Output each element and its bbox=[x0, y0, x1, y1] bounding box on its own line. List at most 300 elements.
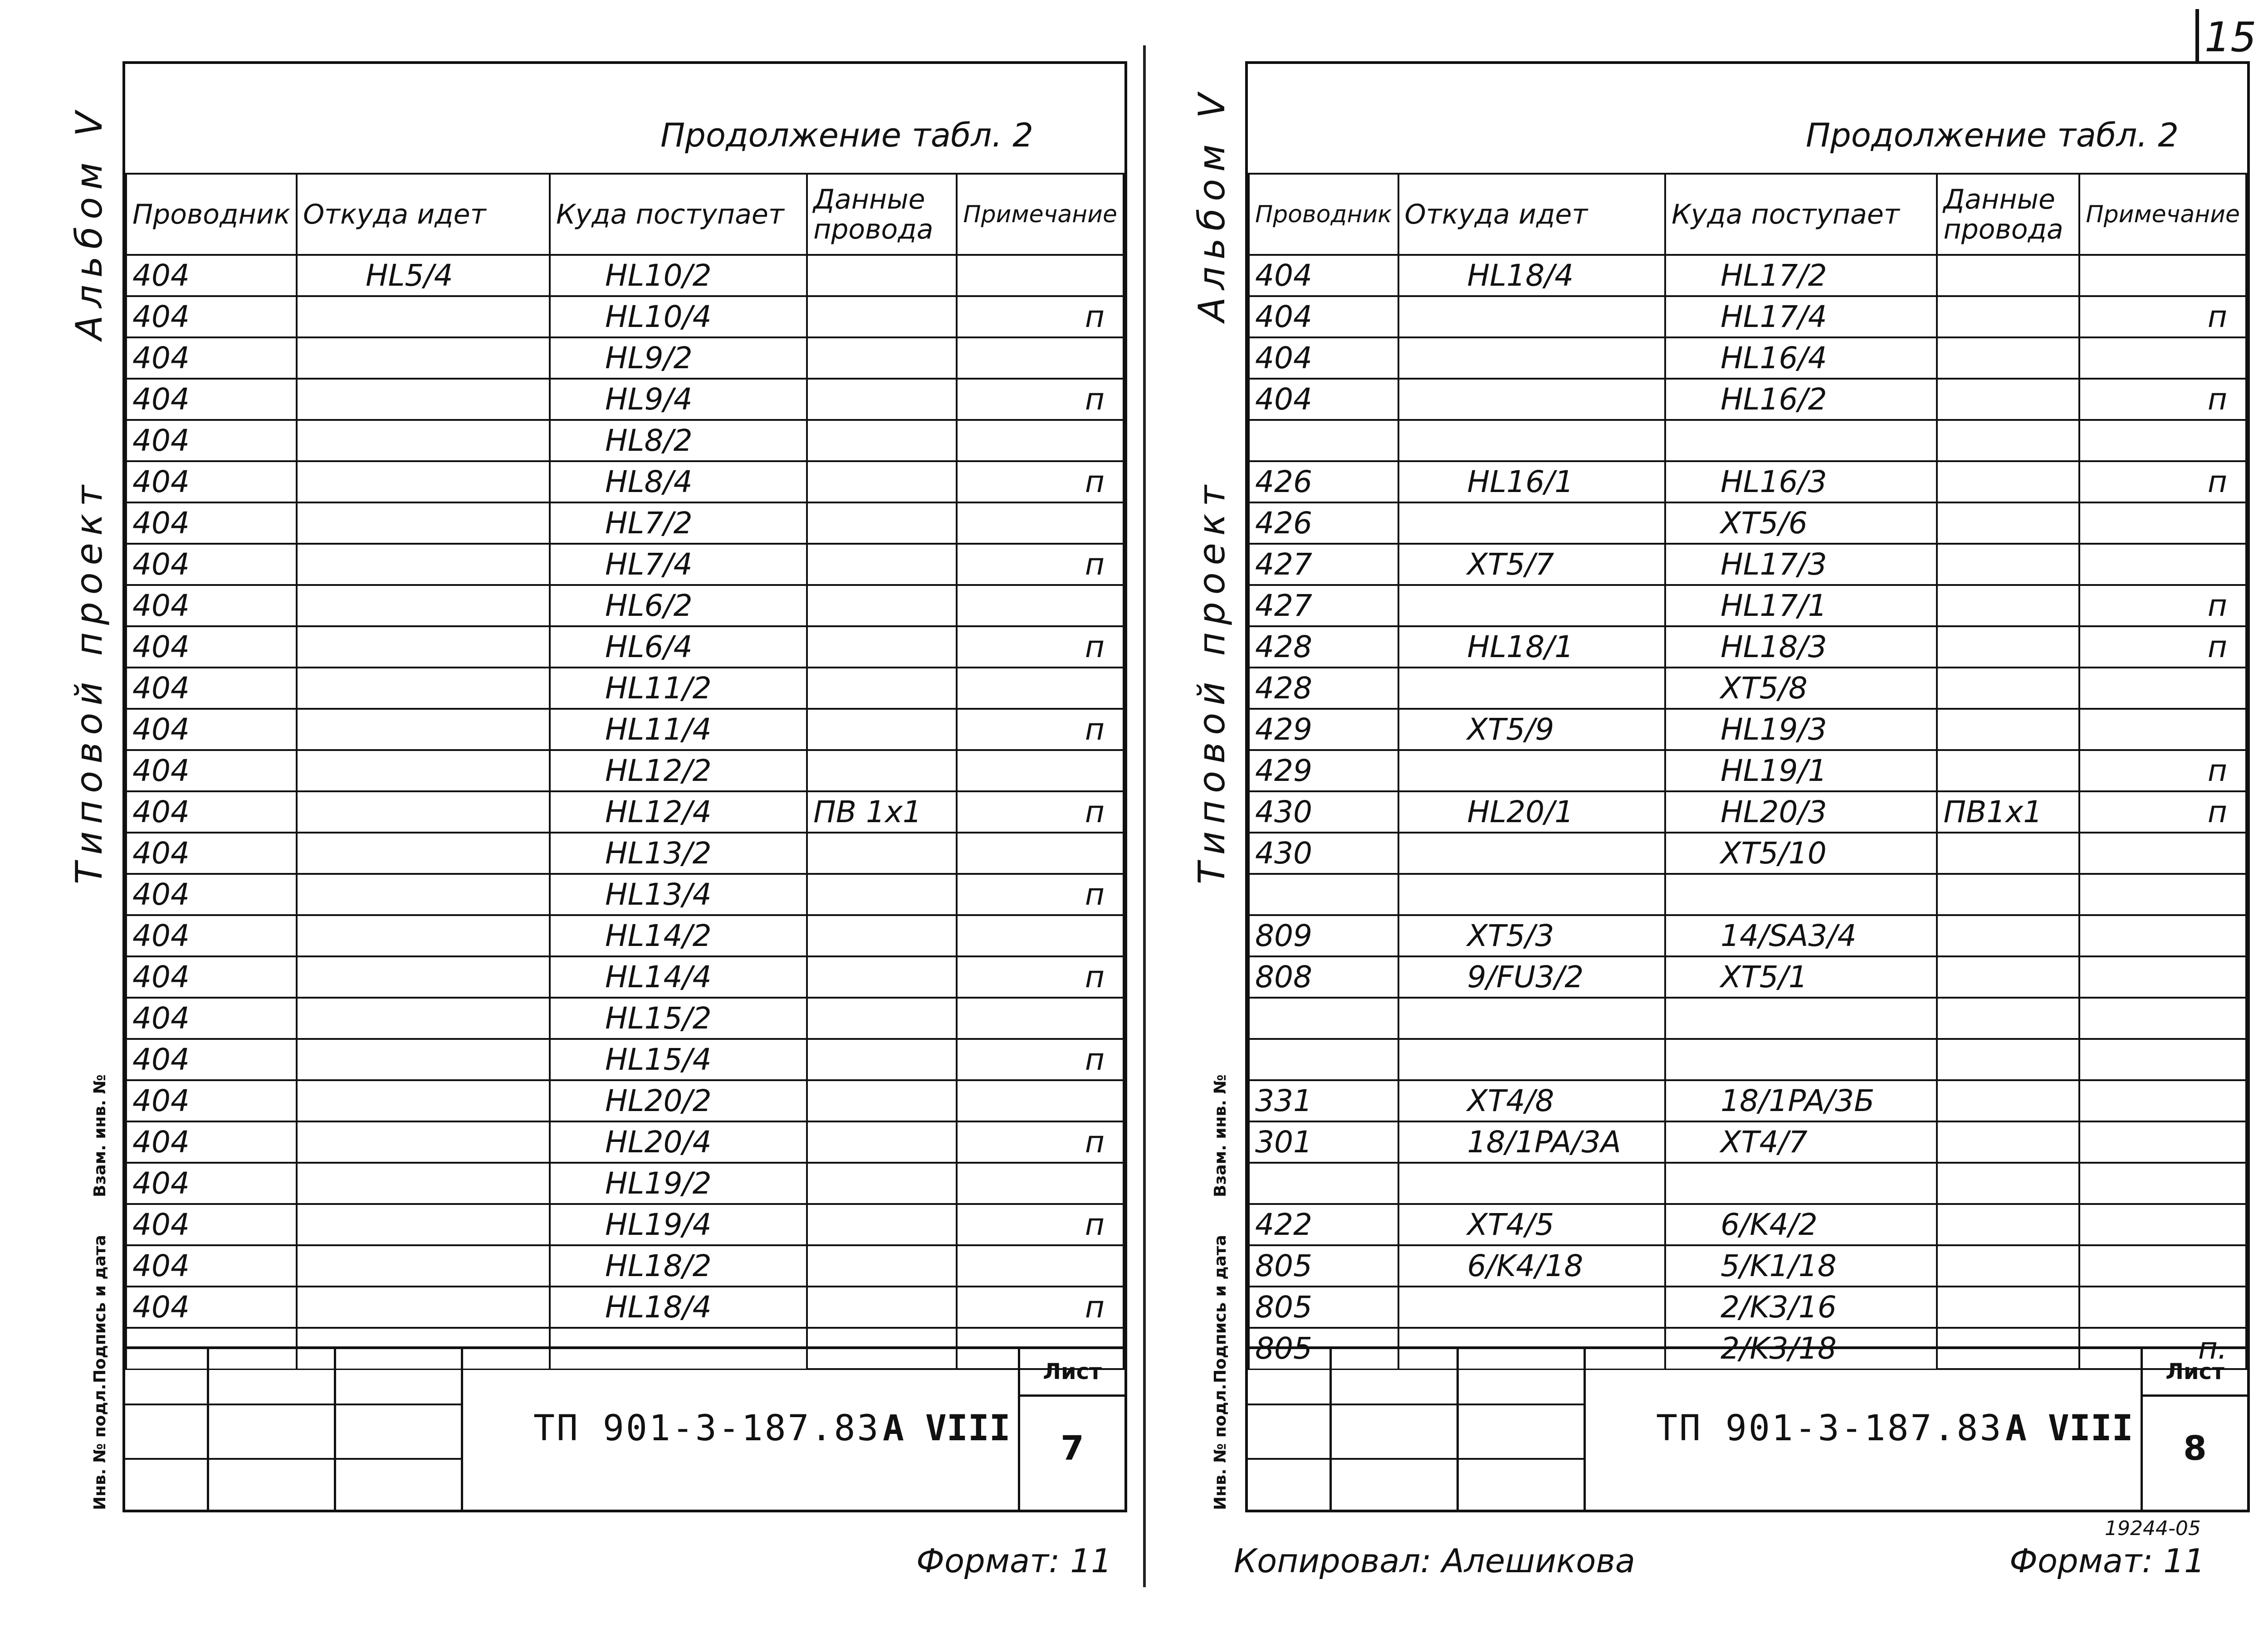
to-cell: XT5/6 bbox=[1665, 502, 1937, 544]
from-cell bbox=[1398, 833, 1666, 874]
table-row bbox=[126, 379, 1124, 420]
note-cell: п bbox=[2079, 379, 2246, 420]
wire-data-cell bbox=[807, 709, 957, 750]
to-cell: HL20/3 bbox=[1665, 791, 1937, 833]
wire-data-cell bbox=[1937, 1080, 2079, 1121]
to-cell: XT5/10 bbox=[1665, 833, 1937, 874]
conductor-cell: 404 bbox=[126, 1287, 297, 1328]
wire-data-cell bbox=[1937, 1287, 2079, 1328]
from-cell: 9/FU3/2 bbox=[1398, 956, 1666, 998]
to-cell: HL20/4 bbox=[550, 1121, 807, 1163]
conductor-cell: 404 bbox=[126, 1121, 297, 1163]
wire-data-cell bbox=[1937, 1121, 2079, 1163]
wire-data-cell bbox=[807, 502, 957, 544]
table-row bbox=[1249, 956, 2246, 998]
to-cell: HL15/2 bbox=[550, 998, 807, 1039]
conductor-cell: 428 bbox=[1249, 668, 1398, 709]
from-cell bbox=[1398, 296, 1666, 337]
from-cell bbox=[297, 1039, 550, 1080]
wire-data-cell bbox=[807, 337, 957, 379]
table-row bbox=[1249, 461, 2246, 502]
wire-data-cell bbox=[807, 296, 957, 337]
wire-data-cell bbox=[807, 998, 957, 1039]
to-cell: HL19/4 bbox=[550, 1204, 807, 1245]
conductor-cell: 404 bbox=[126, 874, 297, 915]
from-cell bbox=[1398, 998, 1666, 1039]
wire-data-cell bbox=[807, 915, 957, 956]
wire-data-cell bbox=[807, 1121, 957, 1163]
note-cell bbox=[2079, 255, 2246, 296]
wire-data-cell bbox=[807, 668, 957, 709]
wire-data-cell bbox=[807, 833, 957, 874]
conductor-cell: 404 bbox=[126, 502, 297, 544]
note-cell bbox=[957, 750, 1124, 791]
table-row bbox=[126, 255, 1124, 296]
table-row bbox=[1249, 1287, 2246, 1328]
note-cell: п bbox=[2079, 585, 2246, 626]
to-cell bbox=[1665, 1163, 1937, 1204]
note-cell bbox=[2079, 998, 2246, 1039]
wire-data-cell bbox=[1937, 379, 2079, 420]
conductor-cell: 429 bbox=[1249, 750, 1398, 791]
from-cell bbox=[297, 502, 550, 544]
conductor-cell: 404 bbox=[126, 668, 297, 709]
conductor-cell: 404 bbox=[1249, 337, 1398, 379]
conductor-cell: 427 bbox=[1249, 585, 1398, 626]
note-cell bbox=[957, 585, 1124, 626]
format-label-left: Формат: 11 bbox=[916, 1542, 1112, 1580]
format-label-right: Формат: 11 bbox=[2009, 1542, 2205, 1580]
wire-data-cell: ПВ 1х1 bbox=[807, 791, 957, 833]
note-cell bbox=[2079, 1245, 2246, 1287]
table-row bbox=[126, 461, 1124, 502]
from-cell: XT4/5 bbox=[1398, 1204, 1666, 1245]
to-cell: XT4/7 bbox=[1665, 1121, 1937, 1163]
to-cell: HL9/4 bbox=[550, 379, 807, 420]
note-cell: п bbox=[957, 1039, 1124, 1080]
table-row bbox=[126, 585, 1124, 626]
to-cell: 2/K3/16 bbox=[1665, 1287, 1937, 1328]
to-cell bbox=[1665, 998, 1937, 1039]
conductor-cell: 426 bbox=[1249, 502, 1398, 544]
conductor-cell: 404 bbox=[126, 1163, 297, 1204]
note-cell bbox=[2079, 337, 2246, 379]
to-cell: HL9/2 bbox=[550, 337, 807, 379]
note-cell: п bbox=[957, 709, 1124, 750]
to-cell: HL16/2 bbox=[1665, 379, 1937, 420]
note-cell bbox=[957, 255, 1124, 296]
to-cell: HL16/4 bbox=[1665, 337, 1937, 379]
header-from: Откуда идет bbox=[297, 174, 550, 255]
wire-data-cell bbox=[1937, 337, 2079, 379]
to-cell: HL10/2 bbox=[550, 255, 807, 296]
note-cell bbox=[2079, 1163, 2246, 1204]
conductor-cell: 805 bbox=[1249, 1245, 1398, 1287]
from-cell: XT5/9 bbox=[1398, 709, 1666, 750]
to-cell: XT5/8 bbox=[1665, 668, 1937, 709]
from-cell: 6/K4/18 bbox=[1398, 1245, 1666, 1287]
table-row bbox=[126, 1080, 1124, 1121]
table-row bbox=[126, 626, 1124, 668]
from-cell bbox=[297, 709, 550, 750]
wire-data-cell bbox=[1937, 1163, 2079, 1204]
header-conductor: Проводник bbox=[126, 174, 297, 255]
note-cell bbox=[2079, 420, 2246, 461]
conductor-cell: 404 bbox=[126, 337, 297, 379]
note-cell: п. bbox=[2079, 1328, 2246, 1369]
conductor-cell: 404 bbox=[126, 1204, 297, 1245]
note-cell: п bbox=[957, 626, 1124, 668]
wire-data-cell bbox=[807, 1287, 957, 1328]
wire-data-cell bbox=[1937, 668, 2079, 709]
order-number: 19244-05 bbox=[2105, 1517, 2201, 1540]
table-row bbox=[126, 502, 1124, 544]
wire-data-cell bbox=[1937, 1245, 2079, 1287]
table-row bbox=[1249, 915, 2246, 956]
wire-data-cell bbox=[1937, 956, 2079, 998]
to-cell bbox=[1665, 1039, 1937, 1080]
table-row bbox=[1249, 833, 2246, 874]
note-cell bbox=[2079, 874, 2246, 915]
table-row bbox=[1249, 502, 2246, 544]
note-cell: п bbox=[957, 791, 1124, 833]
from-cell bbox=[297, 585, 550, 626]
conductor-cell: 404 bbox=[126, 1245, 297, 1287]
conductor-cell: 404 bbox=[126, 998, 297, 1039]
conductor-cell: 404 bbox=[126, 544, 297, 585]
to-cell: HL17/4 bbox=[1665, 296, 1937, 337]
conductor-cell: 805 bbox=[1249, 1328, 1398, 1369]
table-body bbox=[1249, 255, 2246, 1369]
header-note: Примечание bbox=[957, 174, 1124, 255]
conductor-cell: 404 bbox=[126, 296, 297, 337]
wire-data-cell bbox=[807, 874, 957, 915]
album-code: А VIII bbox=[883, 1408, 1011, 1449]
conductor-cell: 808 bbox=[1249, 956, 1398, 998]
to-cell: HL19/1 bbox=[1665, 750, 1937, 791]
note-cell bbox=[957, 502, 1124, 544]
note-cell: п bbox=[957, 379, 1124, 420]
note-cell: п bbox=[2079, 750, 2246, 791]
conductor-cell bbox=[1249, 874, 1398, 915]
table-row bbox=[126, 1245, 1124, 1287]
to-cell: HL12/2 bbox=[550, 750, 807, 791]
to-cell: HL8/2 bbox=[550, 420, 807, 461]
wire-data-cell bbox=[1937, 585, 2079, 626]
conductor-cell: 404 bbox=[126, 626, 297, 668]
conductor-cell: 430 bbox=[1249, 791, 1398, 833]
conductor-cell: 404 bbox=[126, 750, 297, 791]
to-cell: 6/K4/2 bbox=[1665, 1204, 1937, 1245]
from-cell bbox=[297, 874, 550, 915]
from-cell bbox=[297, 544, 550, 585]
table-row bbox=[126, 791, 1124, 833]
from-cell bbox=[1398, 750, 1666, 791]
conductor-cell: 404 bbox=[126, 833, 297, 874]
side-label-album-right: Альбом V bbox=[1191, 86, 1233, 322]
to-cell: HL18/2 bbox=[550, 1245, 807, 1287]
conductor-cell bbox=[1249, 998, 1398, 1039]
from-cell bbox=[297, 1163, 550, 1204]
note-cell: п bbox=[957, 461, 1124, 502]
center-divider bbox=[1143, 45, 1146, 1587]
from-cell bbox=[1398, 502, 1666, 544]
conductor-cell: 430 bbox=[1249, 833, 1398, 874]
wire-data-cell bbox=[807, 379, 957, 420]
to-cell: HL18/4 bbox=[550, 1287, 807, 1328]
table-row bbox=[126, 709, 1124, 750]
conductor-cell: 404 bbox=[1249, 255, 1398, 296]
project-code: ТП 901-3-187.83 bbox=[533, 1408, 880, 1449]
side-stamp-field-left-3: Взам. инв. № bbox=[91, 1074, 109, 1197]
wire-data-cell bbox=[807, 626, 957, 668]
table-row bbox=[1249, 668, 2246, 709]
note-cell: п bbox=[2079, 626, 2246, 668]
project-code: ТП 901-3-187.83 bbox=[1656, 1408, 2003, 1449]
page-number: 15 bbox=[2204, 14, 2257, 61]
conductor-cell: 404 bbox=[126, 956, 297, 998]
conductor-cell: 404 bbox=[126, 585, 297, 626]
from-cell bbox=[1398, 1039, 1666, 1080]
note-cell bbox=[2079, 668, 2246, 709]
note-cell bbox=[2079, 1204, 2246, 1245]
from-cell: 18/1PA/3A bbox=[1398, 1121, 1666, 1163]
conductor-cell bbox=[1249, 1163, 1398, 1204]
wire-data-cell bbox=[1937, 709, 2079, 750]
table-row bbox=[126, 956, 1124, 998]
to-cell: HL8/4 bbox=[550, 461, 807, 502]
side-stamp-field-right-1: Инв. № подл. bbox=[1211, 1384, 1230, 1510]
to-cell bbox=[1665, 874, 1937, 915]
note-cell bbox=[957, 915, 1124, 956]
note-cell bbox=[957, 1245, 1124, 1287]
to-cell: 14/SA3/4 bbox=[1665, 915, 1937, 956]
from-cell: HL16/1 bbox=[1398, 461, 1666, 502]
note-cell bbox=[957, 833, 1124, 874]
from-cell: HL18/1 bbox=[1398, 626, 1666, 668]
wire-data-cell bbox=[807, 956, 957, 998]
from-cell bbox=[297, 998, 550, 1039]
from-cell bbox=[297, 833, 550, 874]
note-cell bbox=[2079, 502, 2246, 544]
table-row bbox=[126, 544, 1124, 585]
to-cell: HL19/2 bbox=[550, 1163, 807, 1204]
from-cell bbox=[1398, 420, 1666, 461]
table-row bbox=[1249, 998, 2246, 1039]
to-cell: HL6/2 bbox=[550, 585, 807, 626]
wire-data-cell: ПВ1х1 bbox=[1937, 791, 2079, 833]
table-row bbox=[1249, 379, 2246, 420]
sheet-right bbox=[1245, 61, 2250, 1512]
to-cell: XT5/1 bbox=[1665, 956, 1937, 998]
side-stamp-field-right-2: Подпись и дата bbox=[1211, 1235, 1230, 1383]
note-cell: п bbox=[957, 874, 1124, 915]
page-number-rule bbox=[2195, 9, 2199, 63]
from-cell bbox=[297, 1121, 550, 1163]
wire-data-cell bbox=[1937, 915, 2079, 956]
wire-data-cell bbox=[1937, 296, 2079, 337]
table-row bbox=[1249, 791, 2246, 833]
wire-data-cell bbox=[1937, 833, 2079, 874]
from-cell: XT5/7 bbox=[1398, 544, 1666, 585]
sheet-label: Лист bbox=[1018, 1349, 1124, 1397]
from-cell bbox=[1398, 1287, 1666, 1328]
table-row bbox=[1249, 1204, 2246, 1245]
table-row bbox=[126, 874, 1124, 915]
from-cell: XT5/3 bbox=[1398, 915, 1666, 956]
table-row bbox=[1249, 626, 2246, 668]
table-row bbox=[1249, 544, 2246, 585]
from-cell bbox=[297, 1245, 550, 1287]
table-row bbox=[126, 998, 1124, 1039]
sheet-number: 7 bbox=[1018, 1394, 1124, 1510]
side-label-project-right: Типовой проект bbox=[1191, 478, 1233, 884]
from-cell bbox=[1398, 668, 1666, 709]
to-cell: HL17/1 bbox=[1665, 585, 1937, 626]
note-cell bbox=[957, 1163, 1124, 1204]
conductor-cell: 805 bbox=[1249, 1287, 1398, 1328]
table-row bbox=[126, 833, 1124, 874]
from-cell bbox=[297, 1080, 550, 1121]
note-cell bbox=[2079, 956, 2246, 998]
note-cell bbox=[2079, 915, 2246, 956]
table-row bbox=[126, 1163, 1124, 1204]
copied-by: Копировал: Алешикова bbox=[1234, 1542, 1635, 1580]
from-cell bbox=[297, 915, 550, 956]
continuation-title: Продолжение табл. 2 bbox=[1806, 116, 2179, 154]
wire-data-cell bbox=[1937, 461, 2079, 502]
table-header bbox=[1249, 174, 2246, 255]
conductor-cell: 331 bbox=[1249, 1080, 1398, 1121]
wire-data-cell bbox=[807, 1039, 957, 1080]
table-row bbox=[1249, 750, 2246, 791]
from-cell bbox=[297, 791, 550, 833]
conductor-cell: 404 bbox=[126, 255, 297, 296]
table-row bbox=[1249, 709, 2246, 750]
table-row bbox=[1249, 585, 2246, 626]
note-cell: п bbox=[957, 956, 1124, 998]
table-row bbox=[1249, 1039, 2246, 1080]
wire-data-cell bbox=[807, 461, 957, 502]
from-cell bbox=[297, 296, 550, 337]
title-block bbox=[125, 1346, 1124, 1510]
wire-data-cell bbox=[807, 420, 957, 461]
table-header bbox=[126, 174, 1124, 255]
to-cell: HL18/3 bbox=[1665, 626, 1937, 668]
wire-data-cell bbox=[1937, 420, 2079, 461]
note-cell bbox=[2079, 833, 2246, 874]
note-cell: п bbox=[957, 1204, 1124, 1245]
wire-data-cell bbox=[1937, 544, 2079, 585]
note-cell bbox=[957, 998, 1124, 1039]
conductor-cell: 404 bbox=[126, 915, 297, 956]
from-cell bbox=[1398, 379, 1666, 420]
table-row bbox=[126, 420, 1124, 461]
wire-data-cell bbox=[807, 544, 957, 585]
wire-data-cell bbox=[807, 255, 957, 296]
side-stamp-field-left-2: Подпись и дата bbox=[91, 1235, 109, 1383]
from-cell bbox=[297, 379, 550, 420]
conductor-cell: 404 bbox=[126, 709, 297, 750]
table-row bbox=[126, 668, 1124, 709]
from-cell: HL18/4 bbox=[1398, 255, 1666, 296]
conductor-cell: 404 bbox=[126, 461, 297, 502]
table-row bbox=[1249, 296, 2246, 337]
continuation-title: Продолжение табл. 2 bbox=[660, 116, 1034, 154]
header-from: Откуда идет bbox=[1398, 174, 1666, 255]
side-stamp-field-right-3: Взам. инв. № bbox=[1211, 1074, 1230, 1197]
to-cell: HL14/2 bbox=[550, 915, 807, 956]
conductor-cell: 404 bbox=[126, 791, 297, 833]
wire-data-cell bbox=[807, 1163, 957, 1204]
to-cell: 5/K1/18 bbox=[1665, 1245, 1937, 1287]
note-cell: п bbox=[957, 1287, 1124, 1328]
table-row bbox=[1249, 420, 2246, 461]
to-cell bbox=[1665, 420, 1937, 461]
note-cell bbox=[2079, 1080, 2246, 1121]
note-cell bbox=[2079, 1039, 2246, 1080]
wire-data-cell bbox=[1937, 626, 2079, 668]
header-wire-data: Данные провода bbox=[1937, 174, 2079, 255]
album-code: А VIII bbox=[2005, 1408, 2133, 1449]
wire-data-cell bbox=[807, 750, 957, 791]
wire-data-cell bbox=[1937, 255, 2079, 296]
note-cell bbox=[957, 668, 1124, 709]
sheet-label: Лист bbox=[2141, 1349, 2247, 1397]
header-conductor: Проводник bbox=[1249, 174, 1398, 255]
to-cell: HL16/3 bbox=[1665, 461, 1937, 502]
from-cell bbox=[297, 956, 550, 998]
wire-data-cell bbox=[1937, 750, 2079, 791]
table-body bbox=[126, 255, 1124, 1369]
table-row bbox=[1249, 1163, 2246, 1204]
to-cell: HL15/4 bbox=[550, 1039, 807, 1080]
side-label-album-left: Альбом V bbox=[68, 104, 110, 340]
header-wire-data: Данные провода bbox=[807, 174, 957, 255]
conductor-cell: 301 bbox=[1249, 1121, 1398, 1163]
from-cell bbox=[297, 420, 550, 461]
table-row bbox=[1249, 874, 2246, 915]
from-cell bbox=[297, 626, 550, 668]
to-cell: HL14/4 bbox=[550, 956, 807, 998]
conductor-cell: 404 bbox=[126, 379, 297, 420]
sheet-left bbox=[122, 61, 1127, 1512]
from-cell bbox=[297, 668, 550, 709]
conductor-cell: 427 bbox=[1249, 544, 1398, 585]
note-cell bbox=[2079, 709, 2246, 750]
to-cell: 2/K3/18 bbox=[1665, 1328, 1937, 1369]
wire-data-cell bbox=[1937, 1204, 2079, 1245]
note-cell bbox=[957, 337, 1124, 379]
to-cell: 18/1PA/3Б bbox=[1665, 1080, 1937, 1121]
wire-data-cell bbox=[1937, 874, 2079, 915]
conductor-cell: 404 bbox=[126, 420, 297, 461]
wire-data-cell bbox=[807, 1080, 957, 1121]
from-cell: HL5/4 bbox=[297, 255, 550, 296]
wire-data-cell bbox=[807, 1245, 957, 1287]
side-stamp-field-left-1: Инв. № подл. bbox=[91, 1384, 109, 1510]
note-cell: п bbox=[2079, 791, 2246, 833]
to-cell: HL17/3 bbox=[1665, 544, 1937, 585]
header-note: Примечание bbox=[2079, 174, 2246, 255]
to-cell: HL13/4 bbox=[550, 874, 807, 915]
wiring-table-right bbox=[1248, 173, 2247, 1370]
from-cell bbox=[1398, 874, 1666, 915]
to-cell: HL6/4 bbox=[550, 626, 807, 668]
from-cell: XT4/8 bbox=[1398, 1080, 1666, 1121]
to-cell: HL11/2 bbox=[550, 668, 807, 709]
header-to: Куда поступает bbox=[1665, 174, 1937, 255]
